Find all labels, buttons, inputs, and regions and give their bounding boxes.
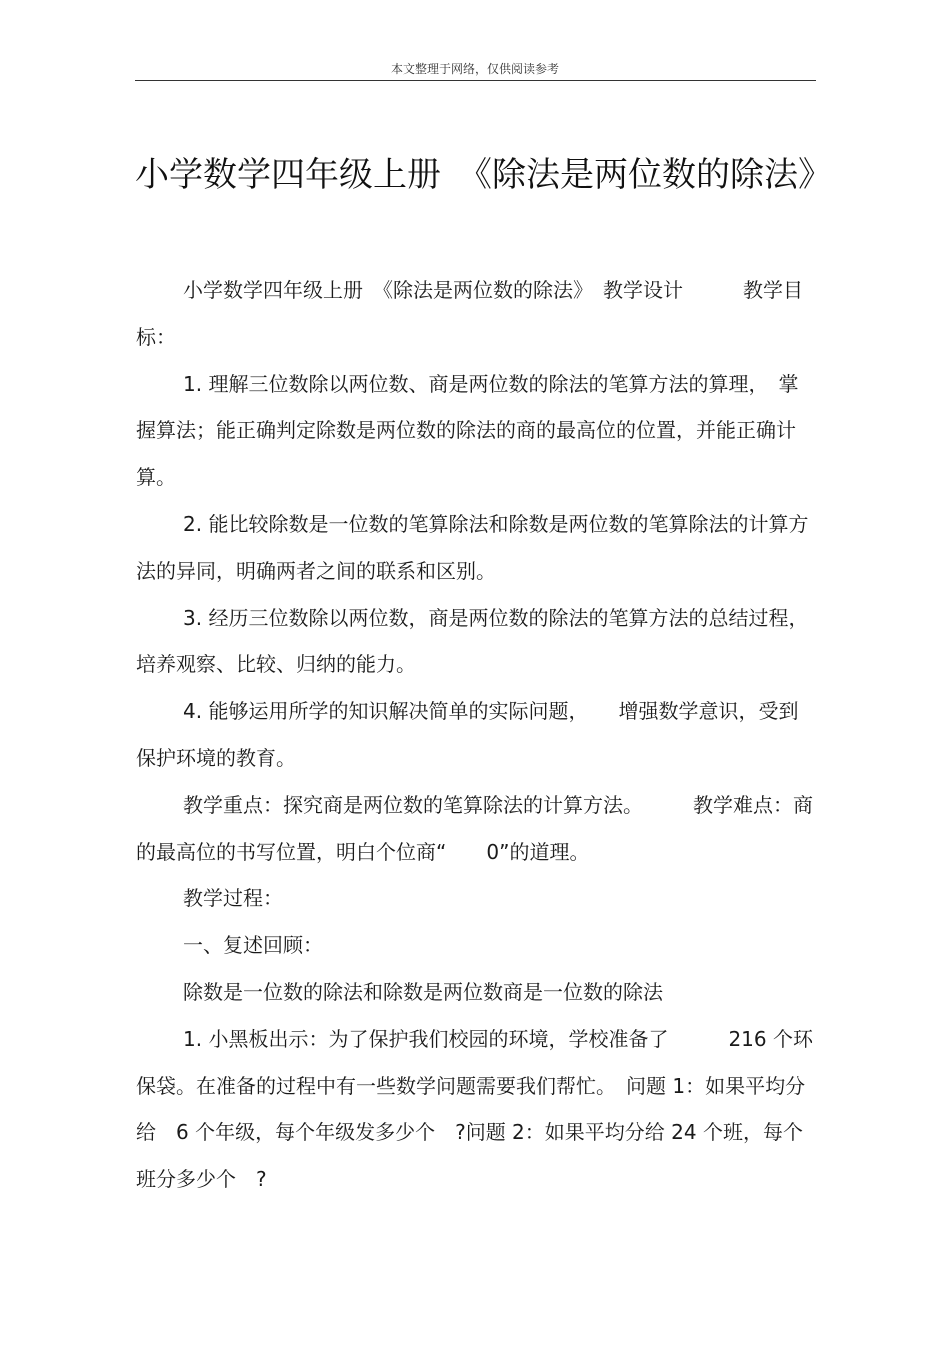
paragraph-review-heading: 一、复述回顾： <box>183 933 323 958</box>
paragraph-process-heading: 教学过程： <box>183 886 283 911</box>
page-header-note: 本文整理于网络，仅供阅读参考 <box>390 62 559 76</box>
paragraph-blackboard-problem: 1. 小黑板出示：为了保护我们校园的环境，学校准备了 216 个环保袋。在准备的过程中有一些数学问题需要我们帮忙。 问题 1：如果平均分给 6 个年级，每个年级发多少个 ?问题 2：如果平均分给 24 个班，每个班分多少个 ? <box>136 1026 813 1192</box>
paragraph-objective-2: 2. 能比较除数是一位数的笔算除法和除数是两位数的笔算除法的计算方法的异同，明确两者之间的联系和区别。 <box>136 511 809 583</box>
paragraph-review-topic: 除数是一位数的除法和除数是两位数商是一位数的除法 <box>183 979 663 1004</box>
paragraph-objective-4: 4. 能够运用所学的知识解决简单的实际问题， 增强数学意识，受到保护环境的教育。 <box>136 699 799 770</box>
paragraph-objective-3: 3. 经历三位数除以两位数，商是两位数的除法的笔算方法的总结过程，培养观察、比较、归纳的能力。 <box>136 605 809 677</box>
document-body <box>136 267 816 1203</box>
header-divider <box>135 80 816 81</box>
document-title: 小学数学四年级上册 《除法是两位数的除法》 <box>135 155 832 195</box>
paragraph-objective-1: 1. 理解三位数除以两位数、商是两位数的除法的笔算方法的算理， 掌握算法；能正确判定除数是两位数的除法的商的最高位的位置，并能正确计算。 <box>136 371 799 490</box>
paragraph-key-points: 教学重点：探究商是两位数的笔算除法的计算方法。 教学难点：商的最高位的书写位置，明白个位商“ 0”的道理。 <box>136 792 813 864</box>
paragraph-intro: 小学数学四年级上册 《除法是两位数的除法》 教学设计 教学目标： <box>136 278 803 349</box>
